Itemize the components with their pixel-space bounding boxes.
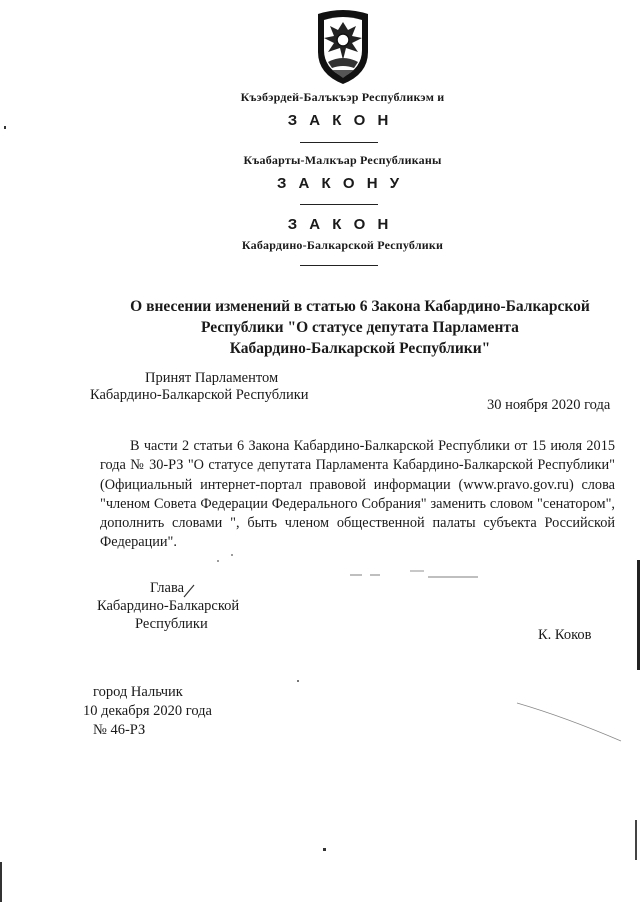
header-word-russian: З А К О Н xyxy=(287,216,393,233)
footer-city: город Нальчик xyxy=(93,684,183,700)
header-line-russian: Кабардино-Балкарской Республики xyxy=(241,238,444,252)
signature-name: К. Коков xyxy=(538,627,592,643)
scan-line-artifact xyxy=(515,695,625,745)
adoption-line-1: Принят Парламентом xyxy=(145,370,279,386)
footer-number: № 46-РЗ xyxy=(93,722,146,738)
signature-title-1: Глава xyxy=(150,580,185,596)
header-line-balkar: Къабарты-Малкъар Республиканы xyxy=(243,153,442,167)
scan-edge-mark xyxy=(0,862,2,902)
divider xyxy=(300,142,378,143)
scan-speck xyxy=(4,126,6,129)
law-title-line-3: Кабардино-Балкарской Республики" xyxy=(229,340,491,357)
scan-speck xyxy=(297,680,299,682)
signature-title-2: Кабардино-Балкарской xyxy=(97,598,240,614)
header-line-kabardian: Къэбэрдей-Балъкъэр Республикэм и xyxy=(240,90,445,104)
signature-marks xyxy=(180,545,480,605)
law-body xyxy=(100,437,615,553)
footer-date: 10 декабря 2020 года xyxy=(83,703,212,719)
divider xyxy=(300,204,378,205)
adoption-date: 30 ноября 2020 года xyxy=(487,397,611,413)
law-title-line-2: Республики "О статусе депутата Парламента xyxy=(201,319,519,336)
scan-speck xyxy=(323,848,326,851)
law-body-paragraph: В части 2 статьи 6 Закона Кабардино-Балкарской Республики от 15 июля 2015 года № 30-РЗ "О статусе депутата Парламента Кабардино-Балкарской Республики" (Официальный интернет-портал правовой информации (www.pravo.gov.ru) слова "членом Совета Федерации Федерального Собрания" заменить словом "сенатором", дополнить словами ", быть членом общественной палаты субъекта Российской Федерации". xyxy=(100,438,615,551)
signature-title-3: Республики xyxy=(135,616,208,632)
header-word-balkar: З А К О Н У xyxy=(276,175,404,192)
adoption-line-2: Кабардино-Балкарской Республики xyxy=(90,387,309,403)
coat-of-arms-emblem xyxy=(308,8,378,86)
divider xyxy=(300,265,378,266)
law-title-line-1: О внесении изменений в статью 6 Закона Кабардино-Балкарской xyxy=(130,298,590,315)
header-word-kabardian: З А К О Н xyxy=(287,112,393,129)
scan-edge-mark xyxy=(635,820,637,860)
